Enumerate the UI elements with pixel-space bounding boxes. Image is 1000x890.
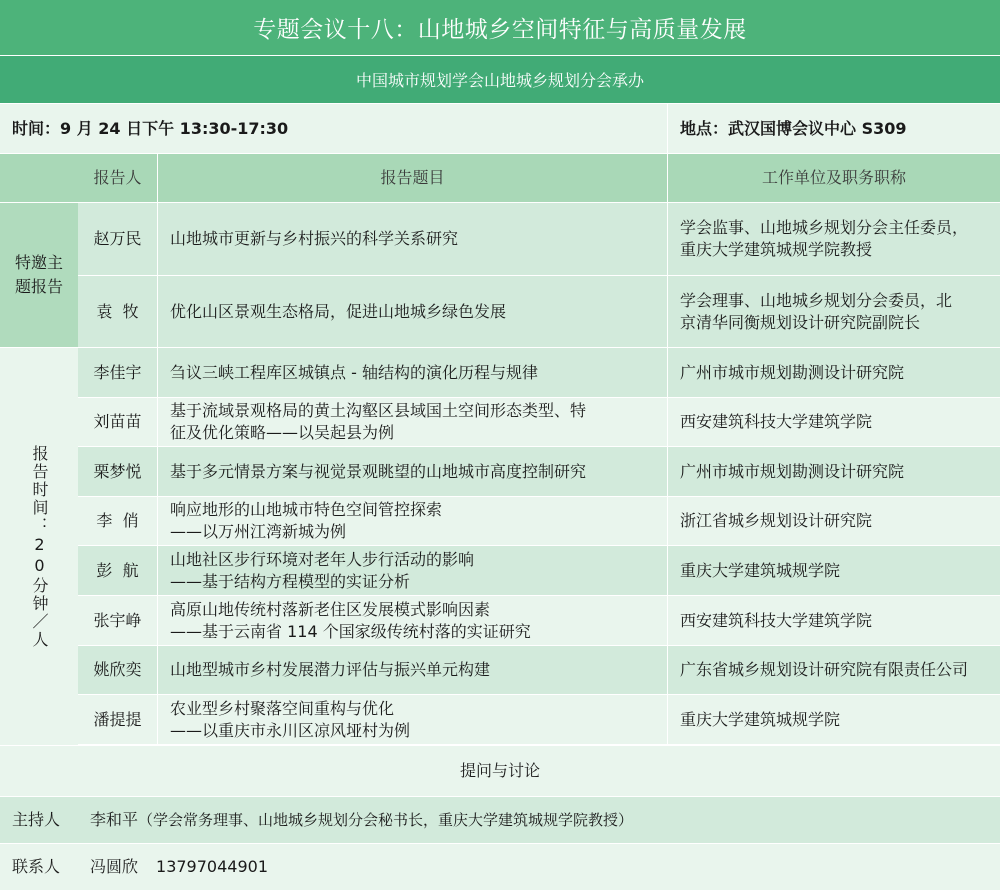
report-speaker: 李佳宇 xyxy=(78,348,157,397)
report-topic-line-2: ——基于结构方程模型的实证分析 xyxy=(170,571,411,591)
session-time: 时间：9 月 24 日下午 13:30-17:30 xyxy=(0,104,667,153)
discussion-row: 提问与讨论 xyxy=(0,746,1000,796)
page-title: 专题会议十八：山地城乡空间特征与高质量发展 xyxy=(0,0,1000,55)
report-topic-line-1: 农业型乡村聚落空间重构与优化 xyxy=(170,698,395,718)
keynote-affiliation-2: 学会理事、山地城乡规划分会委员，北 京清华同衡规划设计研究院副院长 xyxy=(668,276,1000,347)
report-speaker: 姚欣奕 xyxy=(78,646,157,694)
report-affiliation: 广州市城市规划勘测设计研究院 xyxy=(668,348,1000,397)
report-topic-line-1: 刍议三峡工程库区城镇点 - 轴结构的演化历程与规律 xyxy=(170,362,538,382)
contact-row xyxy=(78,844,1000,890)
report-topic-line-2: ——以万州江湾新城为例 xyxy=(170,522,347,541)
contact-label: 联系人 xyxy=(0,844,78,890)
report-affiliation: 西安建筑科技大学建筑学院 xyxy=(668,398,1000,446)
contact-phone: 13797044901 xyxy=(156,857,268,876)
report-speaker: 刘苗苗 xyxy=(78,398,157,446)
report-topic-line-1: 山地社区步行环境对老年人步行活动的影响 xyxy=(170,549,475,569)
header-blank xyxy=(0,154,78,202)
report-speaker: 潘提提 xyxy=(78,695,157,744)
keynote-affiliation-1: 学会监事、山地城乡规划分会主任委员， 重庆大学建筑城规学院教授 xyxy=(668,203,1000,275)
column-header-speaker: 报告人 xyxy=(78,154,157,202)
report-topic xyxy=(158,646,667,694)
keynote-speaker-1: 赵万民 xyxy=(78,203,157,275)
report-affiliation: 广东省城乡规划设计研究院有限责任公司 xyxy=(668,646,1000,694)
report-topic xyxy=(158,398,667,446)
session-place: 地点：武汉国博会议中心 S309 xyxy=(668,104,1000,153)
report-topic xyxy=(158,497,667,545)
report-speaker: 李 俏 xyxy=(78,497,157,545)
keynote-topic-2: 优化山区景观生态格局，促进山地城乡绿色发展 xyxy=(158,276,667,347)
report-affiliation: 西安建筑科技大学建筑学院 xyxy=(668,596,1000,645)
report-speaker: 彭 航 xyxy=(78,546,157,595)
host-label: 主持人 xyxy=(0,797,78,843)
report-affiliation: 重庆大学建筑城规学院 xyxy=(668,695,1000,744)
organizer-banner: 中国城市规划学会山地城乡规划分会承办 xyxy=(0,56,1000,103)
report-topic-line-1: 基于流域景观格局的黄土沟壑区县域国土空间形态类型、特 xyxy=(170,401,587,420)
column-header-affiliation: 工作单位及职务职称 xyxy=(668,154,1000,202)
host-detail: （学会常务理事、山地城乡规划分会秘书长，重庆大学建筑城规学院教授） xyxy=(138,811,634,829)
report-topic xyxy=(158,348,667,397)
report-affiliation: 重庆大学建筑城规学院 xyxy=(668,546,1000,595)
report-topic-line-1: 基于多元情景方案与视觉景观眺望的山地城市高度控制研究 xyxy=(170,461,587,481)
keynote-group-label: 特邀主题报告 xyxy=(0,203,78,347)
report-topic-line-1: 高原山地传统村落新老住区发展模式影响因素 xyxy=(170,599,491,619)
reports-group-label: 报告时间：20分钟／人 xyxy=(0,348,78,745)
report-topic-line-2: ——基于云南省 114 个国家级传统村落的实证研究 xyxy=(170,621,531,641)
keynote-topic-1: 山地城市更新与乡村振兴的科学关系研究 xyxy=(158,203,667,275)
report-topic xyxy=(158,447,667,496)
report-topic xyxy=(158,546,667,595)
column-header-topic: 报告题目 xyxy=(158,154,667,202)
report-speaker: 张宇峥 xyxy=(78,596,157,645)
host-name: 李和平 xyxy=(90,810,139,829)
host-row xyxy=(78,797,1000,843)
report-topic-line-2: 征及优化策略——以吴起县为例 xyxy=(170,423,395,442)
keynote-speaker-2: 袁 牧 xyxy=(78,276,157,347)
report-topic-line-1: 响应地形的山地城市特色空间管控探索 xyxy=(170,500,443,519)
report-topic-line-2: ——以重庆市永川区凉风垭村为例 xyxy=(170,720,411,740)
report-topic-line-1: 山地型城市乡村发展潜力评估与振兴单元构建 xyxy=(170,660,491,679)
report-speaker: 栗梦悦 xyxy=(78,447,157,496)
report-topic xyxy=(158,695,667,744)
contact-name: 冯圆欣 xyxy=(90,857,139,876)
report-affiliation: 浙江省城乡规划设计研究院 xyxy=(668,497,1000,545)
report-affiliation: 广州市城市规划勘测设计研究院 xyxy=(668,447,1000,496)
report-topic xyxy=(158,596,667,645)
